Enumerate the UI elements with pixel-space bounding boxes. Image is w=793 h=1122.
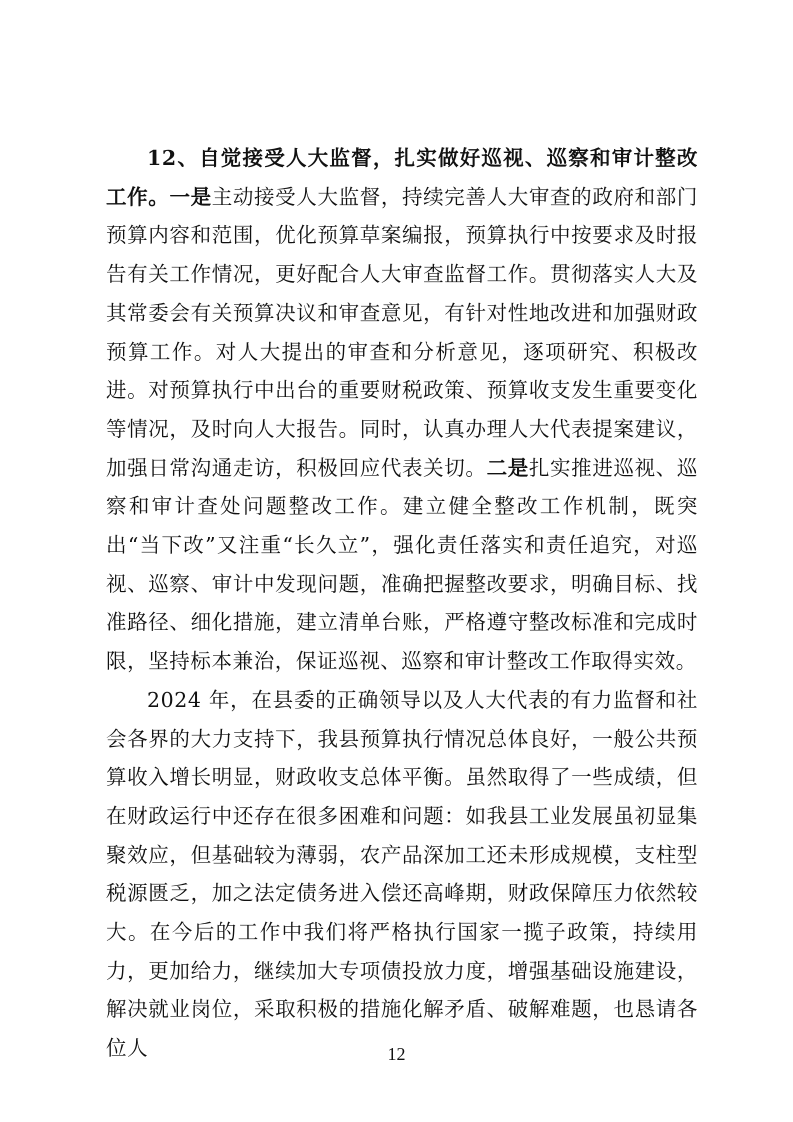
point-marker-first: 一是 xyxy=(169,184,212,209)
paragraph-supervision-rectification xyxy=(106,139,698,681)
document-body xyxy=(106,139,698,1068)
point-marker-second: 二是 xyxy=(486,455,529,480)
point-text-second: 扎实推进巡视、巡察和审计查处问题整改工作。建立健全整改工作机制，既突出“当下改”又注重“长久立”，强化责任落实和责任追究，对巡视、巡察、审计中发现问题，准确把握整改要求，明确目标、找准路径、细化措施，建立清单台账，严格遵守整改标准和完成时限，坚持标本兼治，保证巡视、巡察和审计整改工作取得实效。 xyxy=(106,455,698,674)
point-text-first: 主动接受人大监督，持续完善人大审查的政府和部门预算内容和范围，优化预算草案编报，预算执行中按要求及时报告有关工作情况，更好配合人大审查监督工作。贯彻落实人大及其常委会有关预算决议和审查意见，有针对性地改进和加强财政预算工作。对人大提出的审查和分析意见，逐项研究、积极改进。对预算执行中出台的重要财税政策、预算收支发生重要变化等情况，及时向人大报告。同时，认真办理人大代表提案建议，加强日常沟通走访，积极回应代表关切。 xyxy=(106,184,698,480)
paragraph-summary-2024 xyxy=(106,681,698,1068)
summary-text: 2024 年，在县委的正确领导以及人大代表的有力监督和社会各界的大力支持下，我县预算执行情况总体良好，一般公共预算收入增长明显，财政收支总体平衡。虽然取得了一些成绩，但在财政运行中还存在很多困难和问题：如我县工业发展虽初显集聚效应，但基础较为薄弱，农产品深加工还未形成规模，支柱型税源匮乏，加之法定债务进入偿还高峰期，财政保障压力依然较大。在今后的工作中我们将严格执行国家一揽子政策，持续用力，更加给力，继续加大专项债投放力度，增强基础设施建设，解决就业岗位，采取积极的措施化解矛盾、破解难题，也恳请各位人 xyxy=(106,687,698,1061)
section-heading: 12、自觉接受人大监督，扎实做好巡视、巡察和审计整改工作。 xyxy=(106,146,698,209)
page-number: 12 xyxy=(387,1044,406,1064)
